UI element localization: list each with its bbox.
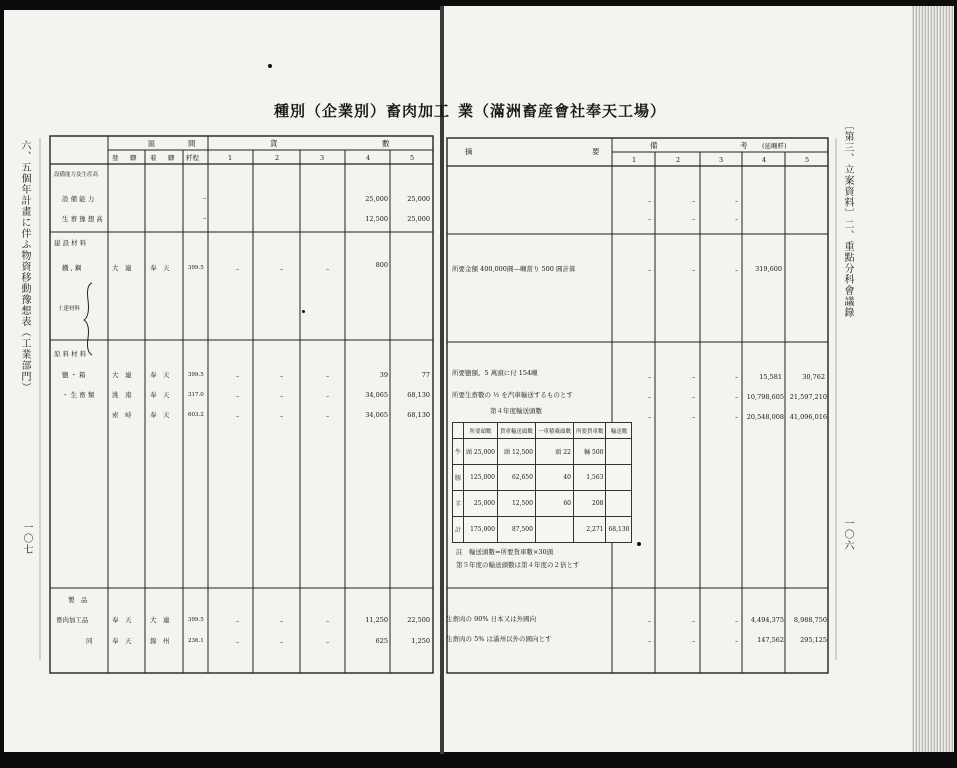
dash: – bbox=[280, 617, 284, 625]
dash: – bbox=[735, 617, 739, 625]
year-header: 2 bbox=[275, 154, 280, 162]
remark-text: 所要金額 400,000圓—噸當り 500 圓計算 bbox=[452, 265, 576, 273]
year-header: 5 bbox=[410, 154, 415, 162]
footnote: 第５年度の輸送頭數は第４年度の２倍とす bbox=[456, 561, 580, 569]
dash: – bbox=[280, 392, 284, 400]
cell-value: 800 bbox=[375, 261, 388, 269]
row-label: 畜肉加工品 bbox=[56, 616, 89, 624]
table-cell: 12,500 bbox=[497, 491, 535, 517]
year-header: 5 bbox=[805, 156, 810, 164]
table-cell: 羊 bbox=[453, 491, 464, 517]
dash: – bbox=[236, 617, 240, 625]
header-from: 驛 bbox=[130, 154, 137, 162]
destination-station: 奉 天 bbox=[150, 411, 170, 419]
dash: – bbox=[692, 373, 696, 381]
cell-value: 25,000 bbox=[407, 215, 430, 223]
table-cell: 頭 22 bbox=[535, 439, 573, 465]
dash: – bbox=[648, 413, 652, 421]
transport-head-count-table bbox=[452, 422, 632, 543]
header-to: 驛 bbox=[168, 154, 175, 162]
table-cell bbox=[535, 517, 573, 543]
dash: – bbox=[735, 373, 739, 381]
cell-value: 39 bbox=[379, 371, 388, 379]
dash: – bbox=[236, 372, 240, 380]
table-cell bbox=[606, 439, 632, 465]
cell-value: 30,762 bbox=[802, 373, 825, 381]
remark-text: 生畜肉の 5% は滿州以外の國向とす bbox=[446, 635, 552, 643]
dash: – bbox=[236, 392, 240, 400]
dash: – bbox=[326, 372, 330, 380]
dash: – bbox=[203, 194, 207, 202]
table-cell: 175,000 bbox=[464, 517, 498, 543]
dash: – bbox=[280, 265, 284, 273]
year-header: 1 bbox=[632, 156, 637, 164]
cell-value: 319,600 bbox=[755, 265, 782, 273]
table-header-cell: 輸送數 bbox=[606, 423, 632, 439]
dash: – bbox=[326, 638, 330, 646]
header-remarks-unit: (延噸粁) bbox=[762, 142, 787, 150]
dash: – bbox=[326, 617, 330, 625]
right-side-header: 〔第三、立案資料〕二、重點分科會議錄 bbox=[842, 120, 853, 318]
year-header: 1 bbox=[228, 154, 233, 162]
dash: – bbox=[326, 392, 330, 400]
origin-station: 洮 南 bbox=[112, 391, 132, 399]
title-right: 業（滿洲畜産會社奉天工場） bbox=[458, 102, 667, 120]
row-label: 鹽 ・ 箱 bbox=[62, 371, 86, 379]
dash: – bbox=[326, 412, 330, 420]
cell-value: 22,500 bbox=[407, 616, 430, 624]
dash: – bbox=[692, 393, 696, 401]
cell-value: 34,065 bbox=[365, 411, 388, 419]
table-cell: 頭 12,500 bbox=[497, 439, 535, 465]
row-label: 土建材料 bbox=[58, 306, 81, 312]
header-section: 貨 bbox=[270, 139, 278, 148]
dash: – bbox=[236, 638, 240, 646]
table-cell: 125,000 bbox=[464, 465, 498, 491]
origin-station: 大 連 bbox=[112, 264, 132, 272]
table-row bbox=[453, 465, 632, 491]
header-section: 數 bbox=[382, 139, 390, 148]
destination-station: 奉 天 bbox=[150, 264, 170, 272]
distance-km: 603.2 bbox=[188, 412, 204, 418]
row-group-label: 建 設 材 料 bbox=[54, 239, 87, 247]
dash: – bbox=[692, 413, 696, 421]
dash: – bbox=[648, 197, 652, 205]
scan-speck bbox=[637, 542, 641, 546]
dash: – bbox=[236, 412, 240, 420]
distance-km: 399.5 bbox=[188, 617, 204, 623]
year-header: 4 bbox=[762, 156, 767, 164]
dash: – bbox=[326, 265, 330, 273]
cell-value: 12,500 bbox=[365, 215, 388, 223]
table-cell: 2,271 bbox=[573, 517, 606, 543]
header-section: 區 bbox=[148, 139, 156, 148]
row-group-label: 原 料 材 料 bbox=[54, 350, 87, 358]
dash: – bbox=[280, 412, 284, 420]
remark-text: 所要生畜數の ½ を汽車輸送するものとす bbox=[452, 391, 573, 399]
dash: – bbox=[692, 197, 696, 205]
table-cell: 208 bbox=[573, 491, 606, 517]
table-header-cell: 貨車輸送頭數 bbox=[497, 423, 535, 439]
left-side-header: 六、五個年計畫に伴ふ物資移動豫想表（工業部門） bbox=[19, 140, 30, 393]
footnote: 註 輸送頭數=所要貨車數×30頭 bbox=[456, 548, 554, 556]
cell-value: 1,250 bbox=[411, 637, 430, 645]
row-label: 同 bbox=[86, 637, 93, 645]
dash: – bbox=[735, 413, 739, 421]
dash: – bbox=[648, 266, 652, 274]
destination-station: 奉 天 bbox=[150, 391, 170, 399]
header-remarks: 備 bbox=[650, 141, 658, 150]
dash: – bbox=[692, 637, 696, 645]
table-cell: 87,500 bbox=[497, 517, 535, 543]
table-row bbox=[453, 439, 632, 465]
dash: – bbox=[735, 197, 739, 205]
table-row bbox=[453, 491, 632, 517]
dash: – bbox=[280, 372, 284, 380]
dash: – bbox=[648, 617, 652, 625]
dash: – bbox=[692, 266, 696, 274]
dash: – bbox=[735, 215, 739, 223]
dash: – bbox=[735, 637, 739, 645]
dash: – bbox=[735, 393, 739, 401]
table-row bbox=[453, 517, 632, 543]
scan-speck bbox=[268, 64, 272, 68]
year-header: 2 bbox=[676, 156, 681, 164]
table-cell: 60 bbox=[535, 491, 573, 517]
table-cell: 輛 500 bbox=[573, 439, 606, 465]
dash: – bbox=[203, 214, 207, 222]
table-header-cell bbox=[453, 423, 464, 439]
dash: – bbox=[692, 215, 696, 223]
cell-value: 15,581 bbox=[759, 373, 782, 381]
table-cell: 1,563 bbox=[573, 465, 606, 491]
destination-station: 大 連 bbox=[150, 616, 170, 624]
table-cell bbox=[606, 465, 632, 491]
dash: – bbox=[735, 266, 739, 274]
distance-km: 236.1 bbox=[188, 638, 204, 644]
table-cell: 40 bbox=[535, 465, 573, 491]
cell-value: 25,000 bbox=[365, 195, 388, 203]
distance-km: 399.5 bbox=[188, 372, 204, 378]
row-label: 設 備 能 力 bbox=[62, 195, 95, 203]
table-header-cell: 一車積載頭數 bbox=[535, 423, 573, 439]
row-group-label: 製 品 bbox=[68, 596, 88, 604]
cell-value: 25,000 bbox=[407, 195, 430, 203]
year-header: 4 bbox=[366, 154, 371, 162]
remark-text: 所要鹽額。5 萬頭に付 154噸 bbox=[452, 369, 538, 377]
title-left: 種別（企業別）畜肉加工 bbox=[274, 102, 451, 120]
cell-value: 77 bbox=[421, 371, 430, 379]
table-cell bbox=[606, 491, 632, 517]
destination-station: 奉 天 bbox=[150, 371, 170, 379]
header-to: 着 bbox=[150, 154, 157, 162]
header-remarks: 考 bbox=[740, 141, 748, 150]
cell-value: 68,130 bbox=[407, 411, 430, 419]
header-km: 粁程 bbox=[186, 154, 199, 162]
page-number-left: 一〇七 bbox=[21, 522, 32, 555]
flow-table-title: 第４年度輸送頭數 bbox=[490, 407, 542, 415]
table-header-cell: 所要貨車數 bbox=[573, 423, 606, 439]
origin-station: 奉 天 bbox=[112, 616, 132, 624]
header-from: 發 bbox=[112, 154, 119, 162]
cell-value: 34,065 bbox=[365, 391, 388, 399]
remark-text: 生畜肉の 90% 日本又は外國向 bbox=[446, 615, 537, 623]
table-header-cell: 所要頭數 bbox=[464, 423, 498, 439]
cell-value: 41,096,016 bbox=[789, 413, 827, 421]
origin-station: 索 峙 bbox=[112, 411, 132, 419]
table-cell: 68,130 bbox=[606, 517, 632, 543]
dash: – bbox=[236, 265, 240, 273]
cell-value: 11,250 bbox=[365, 616, 388, 624]
row-label: 生 畜 豫 想 高 bbox=[62, 215, 103, 223]
dash: – bbox=[692, 617, 696, 625]
cell-value: 625 bbox=[375, 637, 388, 645]
header-section: 間 bbox=[188, 139, 196, 148]
origin-station: 大 連 bbox=[112, 371, 132, 379]
destination-station: 錦 州 bbox=[150, 637, 170, 645]
cell-value: 147,562 bbox=[757, 636, 784, 644]
table-header-row bbox=[453, 423, 632, 439]
cell-value: 68,130 bbox=[407, 391, 430, 399]
row-label: ・ 生 畜 類 bbox=[62, 391, 95, 399]
cell-value: 20,548,008 bbox=[746, 413, 784, 421]
row-label: 鐵 , 鋼 bbox=[62, 264, 82, 272]
table-cell: 計 bbox=[453, 517, 464, 543]
dash: – bbox=[280, 638, 284, 646]
table-cell: 62,650 bbox=[497, 465, 535, 491]
scan-speck bbox=[302, 310, 305, 313]
table-cell: 牛 bbox=[453, 439, 464, 465]
header-summary: 要 bbox=[592, 147, 600, 156]
table-cell: 25,000 bbox=[464, 491, 498, 517]
header-summary: 摘 bbox=[465, 147, 473, 156]
cell-value: 295,125 bbox=[800, 636, 827, 644]
page-number-right: 一〇六 bbox=[842, 518, 853, 551]
cell-value: 8,988,750 bbox=[793, 616, 827, 624]
table-cell: 豚 bbox=[453, 465, 464, 491]
cell-value: 21,597,210 bbox=[789, 393, 827, 401]
distance-km: 399.5 bbox=[188, 265, 204, 271]
dash: – bbox=[648, 637, 652, 645]
table-cell: 頭 25,000 bbox=[464, 439, 498, 465]
dash: – bbox=[648, 215, 652, 223]
year-header: 3 bbox=[320, 154, 325, 162]
cell-value: 4,494,375 bbox=[750, 616, 784, 624]
origin-station: 奉 天 bbox=[112, 637, 132, 645]
row-group-label: 設備能力及生産高 bbox=[54, 172, 99, 178]
distance-km: 317.0 bbox=[188, 392, 204, 398]
dash: – bbox=[648, 393, 652, 401]
year-header: 3 bbox=[719, 156, 724, 164]
cell-value: 10,798,605 bbox=[746, 393, 784, 401]
dash: – bbox=[648, 373, 652, 381]
